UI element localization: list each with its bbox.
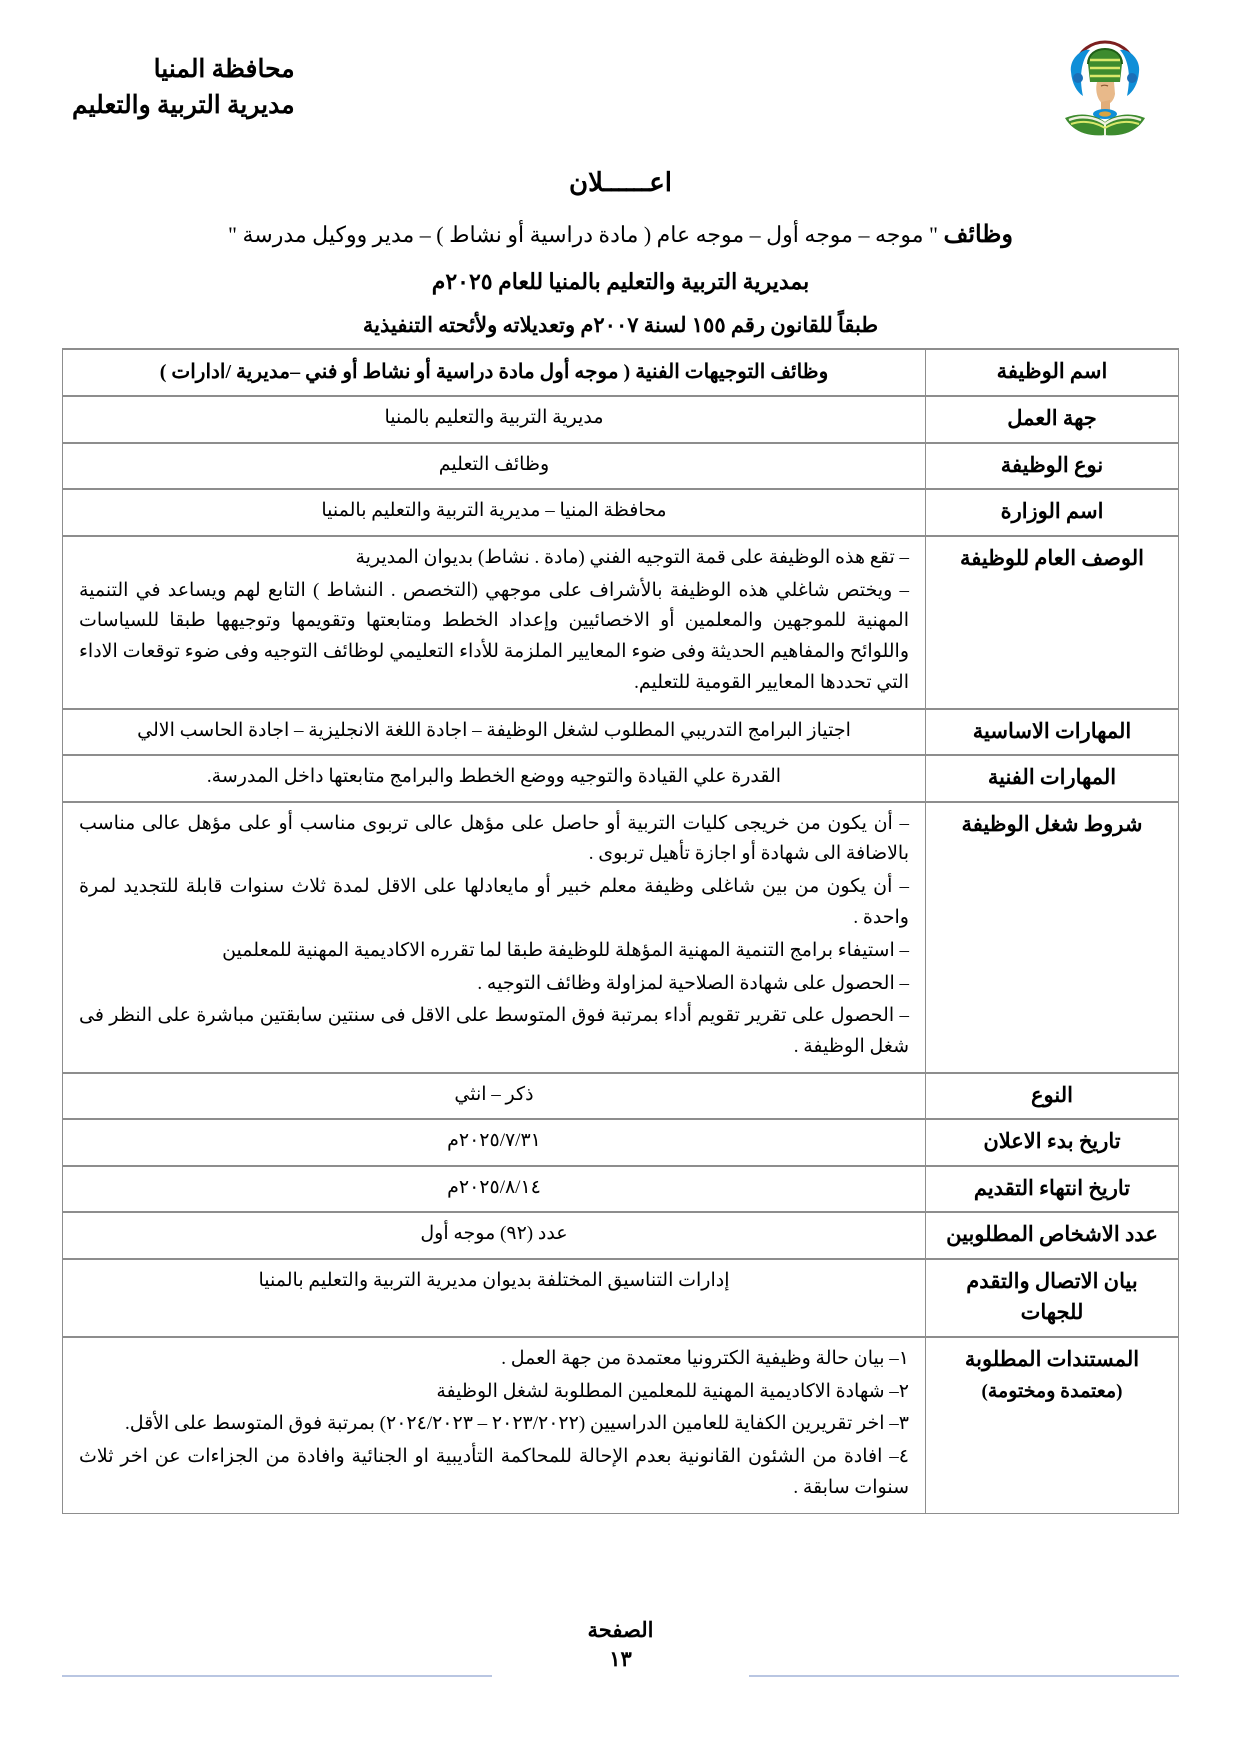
row-value [63, 536, 926, 709]
row-value-text: اجتياز البرامج التدريبي المطلوب لشغل الوظيفة – اجادة اللغة الانجليزية – اجادة الحاسب الالي [137, 719, 851, 741]
document-header [62, 38, 1179, 146]
table-row [63, 536, 1179, 709]
announcement-title: اعــــــلان [568, 168, 673, 197]
governorate-name: محافظة المنيا [153, 56, 295, 83]
table-row [63, 489, 1179, 536]
table-row [63, 1166, 1179, 1213]
page-label: الصفحة [587, 1618, 654, 1643]
row-label-text: المهارات الاساسية [972, 718, 1132, 743]
row-label [926, 1212, 1179, 1259]
row-label [926, 1073, 1179, 1120]
row-label [926, 1259, 1179, 1337]
row-label [926, 396, 1179, 443]
row-label-text: اسم الوزارة [1000, 499, 1104, 524]
row-label-text: اسم الوظيفة [996, 359, 1108, 383]
row-value-line: ٢– شهادة الاكاديمية المهنية للمعلمين المطلوبة لشغل الوظيفة [436, 1380, 909, 1402]
row-value-text: القدرة علي القيادة والتوجيه ووضع الخطط والبرامج متابعتها داخل المدرسة. [206, 766, 782, 788]
row-value-line: – استيفاء برامج التنمية المهنية المؤهلة للوظيفة طبقا لما تقرره الاكاديمية المهنية للمعلمين [222, 939, 909, 961]
row-label-text: نوع الوظيفة [1000, 452, 1104, 477]
footer-rule-left [62, 1675, 492, 1677]
table-row [63, 1212, 1179, 1259]
row-value [63, 349, 926, 396]
jobs-title-line [62, 220, 1179, 249]
row-value-line: – أن يكون من بين شاغلى وظيفة معلم خبير أو مايعادلها على الاقل لمدة ثلاث سنوات قابلة للتجديد لمرة واحدة . [79, 876, 909, 929]
row-value-text: محافظة المنيا – مديرية التربية والتعليم بالمنيا [321, 500, 667, 522]
table-row [63, 1073, 1179, 1120]
row-label-text: شروط شغل الوظيفة [961, 811, 1143, 836]
row-label-text: عدد الاشخاص المطلوبين [946, 1222, 1158, 1247]
header-text-block [62, 38, 295, 123]
page-number: ١٣ [609, 1646, 632, 1671]
directorate-name: مديرية التربية والتعليم [72, 91, 295, 119]
row-value [63, 709, 926, 756]
row-label-text: جهة العمل [1007, 406, 1097, 431]
row-value [63, 1166, 926, 1213]
table-row [63, 396, 1179, 443]
row-label [926, 1166, 1179, 1213]
row-value-text: ٢٠٢٥/٨/١٤م [447, 1176, 541, 1198]
row-value-line: ٣– اخر تقريرين الكفاية للعامين الدراسيين (٢٠٢٣/٢٠٢٢ – ٢٠٢٤/٢٠٢٣) بمرتبة فوق المتوسط على الأقل. [124, 1413, 909, 1435]
row-label-text: تاريخ انتهاء التقديم [973, 1175, 1131, 1200]
footer-rule-right [749, 1675, 1179, 1677]
row-value-line: – الحصول على تقرير تقويم أداء بمرتبة فوق المتوسط على الاقل فى سنتين سابقتين مباشرة على النظر فى شغل الوظيفة . [79, 1005, 909, 1058]
table-row [63, 1119, 1179, 1166]
row-label-text: تاريخ بدء الاعلان [983, 1129, 1121, 1154]
row-value-text: إدارات التناسيق المختلفة بديوان مديرية التربية والتعليم بالمنيا [258, 1269, 730, 1291]
row-value [63, 1119, 926, 1166]
job-details-body [63, 349, 1179, 1513]
jobs-title-rest: " موجه – موجه أول – موجه عام ( مادة دراسية أو نشاط ) – مدير ووكيل مدرسة " [228, 222, 938, 247]
row-label [926, 536, 1179, 709]
row-value-line: – أن يكون من خريجى كليات التربية أو حاصل على مؤهل عالى تربوى مناسب أو على مؤهل عالى مناسب بالاضافة الى شهادة أو اجازة تأهيل تربوى . [79, 812, 909, 865]
row-label [926, 1337, 1179, 1513]
row-label-text: المهارات الفنية [987, 765, 1117, 790]
row-value [63, 1073, 926, 1120]
footer-decorative-rules [62, 1675, 1179, 1677]
row-label [926, 349, 1179, 396]
row-label-text: الوصف العام للوظيفة [959, 545, 1145, 570]
table-row [63, 349, 1179, 396]
table-row [63, 755, 1179, 802]
table-row [63, 443, 1179, 490]
row-value-text: وظائف التعليم [438, 453, 550, 475]
row-label [926, 489, 1179, 536]
jobs-title-lead: وظائف [943, 222, 1013, 248]
row-label-text: المستندات المطلوبة [964, 1346, 1140, 1371]
table-row [63, 1259, 1179, 1337]
law-reference-line: طبقاً للقانون رقم ١٥٥ لسنة ٢٠٠٧م وتعديلاته ولأئحته التنفيذية [362, 313, 879, 337]
row-value-line: – ويختص شاغلي هذه الوظيفة بالأشراف على موجهي (التخصص . النشاط ) التابع لهم ويساعد في التنمية المهنية للموجهين والمعلمين أو الاخصائيين وإعداد الخطط ومتابعتها وتقويمها وتوجيهها طبقا للسياسات واللوائح والمفاهيم الحديثة وفى ضوء المعايير الملزمة للأداء التعليمي لوظائف التوجيه وفى ضوء توقعات الاداء التي تحددها المعايير القومية للتعليم. [79, 579, 909, 693]
row-value-line: ٤– افادة من الشئون القانونية بعدم الإحالة للمحاكمة التأديبية او الجنائية وافادة من الجزاءات عن اخر ثلاث سنوات سابقة . [79, 1446, 909, 1498]
row-value [63, 1259, 926, 1337]
table-row [63, 1337, 1179, 1513]
row-label [926, 802, 1179, 1073]
row-value-line: – تقع هذه الوظيفة على قمة التوجيه الفني (مادة . نشاط) بديوان المديرية [355, 546, 909, 568]
row-value-line: ١– بيان حالة وظيفية الكترونيا معتمدة من جهة العمل . [501, 1347, 909, 1369]
row-value-text: مديرية التربية والتعليم بالمنيا [384, 407, 604, 429]
row-value [63, 489, 926, 536]
row-label-text: بيان الاتصال والتقدم للجهات [966, 1268, 1138, 1325]
row-value-line: – الحصول على شهادة الصلاحية لمزاولة وظائف التوجيه . [477, 972, 909, 994]
row-value-text: عدد (٩٢) موجه أول [420, 1223, 568, 1245]
job-details-table [62, 348, 1179, 1514]
row-label [926, 443, 1179, 490]
page-footer [62, 1616, 1179, 1673]
table-row [63, 709, 1179, 756]
row-label-subtext: (معتمدة ومختومة) [981, 1381, 1123, 1403]
row-label [926, 1119, 1179, 1166]
row-value-text: ٢٠٢٥/٧/٣١م [447, 1130, 541, 1152]
directorate-year-subtitle: بمديرية التربية والتعليم بالمنيا للعام ٢٠٢٥م [431, 269, 810, 294]
row-value [63, 443, 926, 490]
row-label [926, 755, 1179, 802]
row-label-text: النوع [1031, 1082, 1073, 1107]
row-value-text: ذكر – انثي [454, 1083, 534, 1105]
row-value [63, 802, 926, 1073]
row-value [63, 755, 926, 802]
row-label [926, 709, 1179, 756]
row-value [63, 1337, 926, 1513]
table-row [63, 802, 1179, 1073]
nefertiti-book-logo-icon [1057, 38, 1153, 142]
row-value [63, 1212, 926, 1259]
row-value-text: وظائف التوجيهات الفنية ( موجه أول مادة دراسية أو نشاط أو فني –مديرية /ادارات ) [159, 361, 829, 383]
row-value [63, 396, 926, 443]
